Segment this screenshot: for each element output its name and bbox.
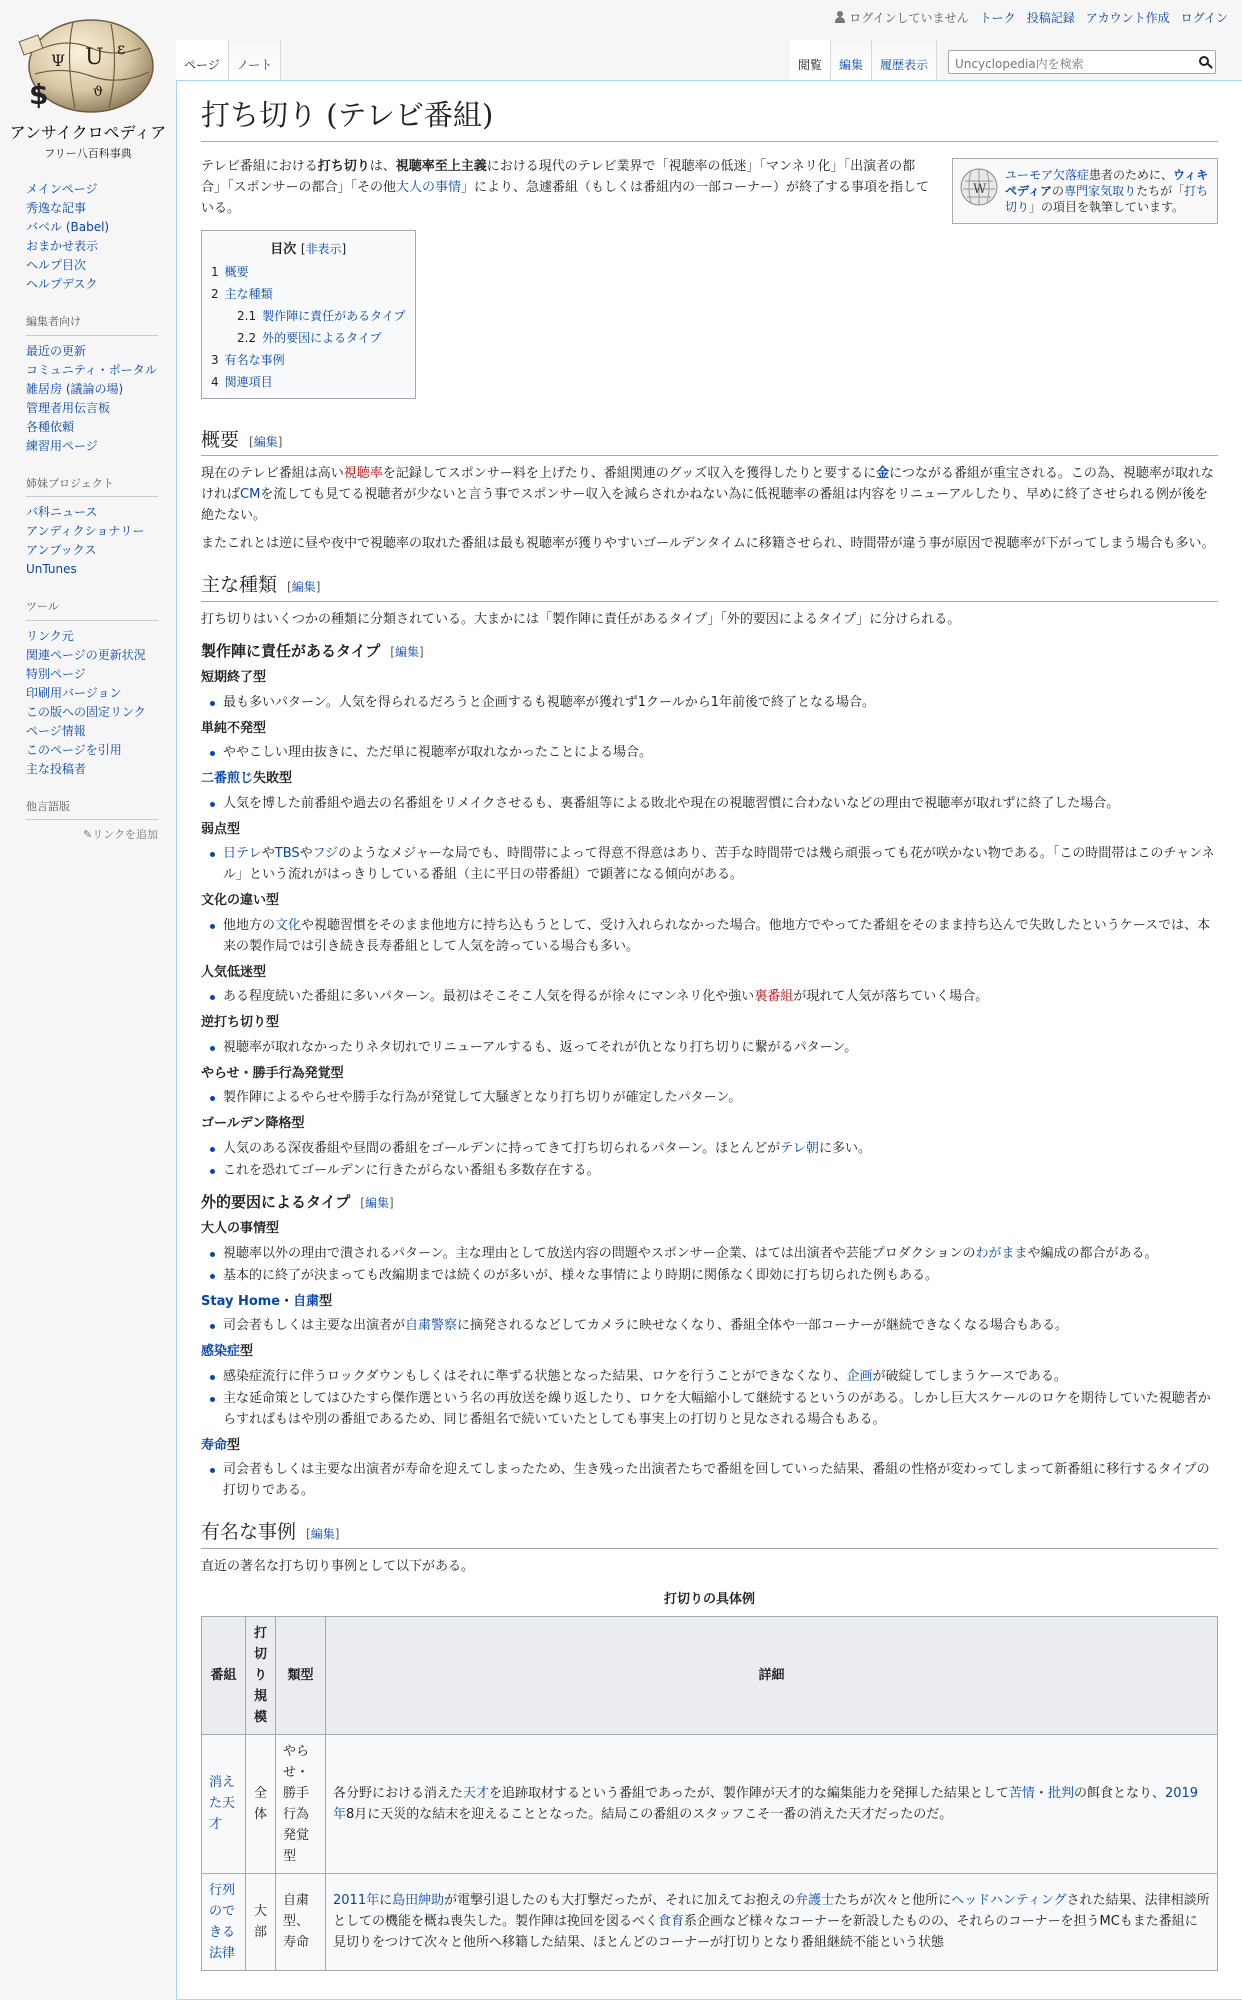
list-item: 人気のある深夜番組や昼間の番組をゴールデンに持ってきて打ち切られるパターン。ほとんどがテレ朝に多い。 [221, 1138, 1218, 1159]
sidebar-item-help-desk[interactable]: ヘルプデスク [26, 277, 98, 291]
table-header: 類型 [276, 1616, 326, 1734]
table-cell: やらせ・勝手行為発覚型 [276, 1734, 326, 1873]
sidebar-item-permanent-link[interactable]: この版への固定リンク [26, 704, 146, 719]
table-cell: 消えた天才 [202, 1734, 246, 1873]
table-header: 打切り規模 [246, 1616, 276, 1734]
sidebar-item-featured[interactable]: 秀逸な記事 [26, 201, 87, 215]
edit-section-link[interactable]: 編集 [253, 434, 278, 449]
table-row [202, 1873, 1218, 1970]
list-item: ややこしい理由抜きに、ただ単に視聴率が取れなかったことによる場合。 [221, 742, 1218, 763]
sidebar-item-what-links-here[interactable]: リンク元 [26, 628, 74, 643]
toc-item[interactable]: 2 主な種類 [211, 286, 273, 301]
search-icon[interactable] [1199, 56, 1209, 66]
subsection-heading-staff: 製作陣に責任があるタイプ [編集] [201, 641, 424, 660]
cases-intro: 直近の著名な打ち切り事例として以下がある。 [201, 1558, 475, 1574]
table-cell: 大部 [246, 1873, 276, 1970]
list-item: 感染症流行に伴うロックダウンもしくはそれに準ずる状態となった結果、ロケを行うことができなくなり、企画が破綻してしまうケースである。 [221, 1366, 1218, 1387]
list-item: 視聴率が取れなかったりネタ切れでリニューアルするも、返ってそれが仇となり打ち切りに繋がるパターン。 [221, 1037, 1218, 1058]
list-item: 最も多いパターン。人気を得られるだろうと企画するも視聴率が獲れず1クールから1年前後で終了となる場合。 [221, 692, 1218, 713]
sidebar-languages [26, 799, 158, 843]
type-heading: ゴールデン降格型 [201, 1116, 305, 1132]
table-cell: 行列のできる法律 [202, 1873, 246, 1970]
list-item: 司会者もしくは主要な出演者が寿命を迎えてしまったため、生き残った出演者たちで番組を回していった結果、番組の性格が変わってしまって新番組に移行するタイプの打切りである。 [221, 1459, 1218, 1501]
list-item: 主な延命策としてはひたすら傑作選という名の再放送を繰り返したり、ロケを大幅縮小して継続するというのがある。しかし巨大スケールのロケを期待していた視聴者からすればもはや別の番組であるため、同じ番組名で続いていたとしても事実上の打切りと見なされる場合もある。 [221, 1388, 1218, 1430]
edit-section-link[interactable]: 編集 [310, 1527, 335, 1542]
section-heading-overview: 概要 [編集] [201, 427, 1218, 457]
sidebar-tools-heading: ツール [26, 599, 158, 621]
contributions-link[interactable]: 投稿記録 [1026, 11, 1075, 25]
sidebar-item-admin-noticeboard[interactable]: 管理者用伝言板 [26, 400, 111, 415]
sidebar-item-cite[interactable]: このページを引用 [26, 742, 122, 757]
types-intro: 打ち切りはいくつかの種類に分類されている。大まかには「製作陣に責任があるタイプ」「外的要因によるタイプ」に分けられる。 [201, 611, 961, 627]
svg-text:W: W [973, 181, 987, 197]
sidebar-item-contributors[interactable]: 主な投稿者 [26, 761, 87, 776]
personal-tools [835, 9, 1228, 26]
toc-item[interactable]: 3 有名な事例 [211, 352, 285, 367]
sidebar-sister [26, 476, 158, 580]
toc-item[interactable]: 2.1 製作陣に責任があるタイプ [237, 308, 406, 323]
sidebar-item-sandbox[interactable]: 練習用ページ [26, 438, 98, 453]
table-row [202, 1734, 1218, 1873]
type-heading: 大人の事情型 [201, 1221, 280, 1237]
site-name: アンサイクロペディア [9, 123, 167, 142]
toc-item[interactable]: 2.2 外的要因によるタイプ [237, 330, 382, 345]
sidebar-item-printable[interactable]: 印刷用バージョン [26, 685, 122, 700]
login-link[interactable]: ログイン [1180, 11, 1228, 25]
sidebar-editors [26, 314, 158, 456]
table-header: 番組 [202, 1616, 246, 1734]
sidebar-item-requests[interactable]: 各種依頼 [26, 419, 75, 434]
list-item: 司会者もしくは主要な出演者が自粛警察に摘発されるなどしてカメラに映せなくなり、番組全体や一部コーナーが継続できなくなる場合もある。 [221, 1315, 1218, 1336]
sidebar-item-related-changes[interactable]: 関連ページの更新状況 [26, 647, 146, 662]
list-item: 基本的に終了が決まっても改編期までは続くのが多いが、様々な事情により時期に関係なく即効に打ち切られた例もある。 [221, 1265, 1218, 1286]
section-heading-types: 主な種類 [編集] [201, 572, 1218, 602]
sidebar-item-village-pump[interactable]: 雑居房 (議論の場) [26, 381, 124, 396]
table-cell: 各分野における消えた天才を追跡取材するという番組であったが、製作陣が天才的な編集能力を発揮した結果として苦情・批判の餌食となり、2019年8月に天災的な結末を迎えることとなった。結局この番組のスタッフこそ一番の消えた天才だったのだ。 [326, 1734, 1218, 1873]
sidebar-item-main-page[interactable]: メインページ [26, 182, 98, 196]
type-heading: 短期終了型 [201, 670, 267, 686]
sidebar-item-untunes[interactable]: UnTunes [26, 562, 77, 576]
tab-note[interactable]: ノート [229, 40, 282, 80]
sidebar [0, 180, 176, 862]
sidebar-item-community-portal[interactable]: コミュニティ・ポータル [26, 362, 157, 377]
edit-section-link[interactable]: 編集 [394, 644, 419, 659]
table-caption: 打切りの具体例 [663, 1591, 755, 1607]
sidebar-item-random[interactable]: おまかせ表示 [26, 239, 99, 253]
page-title: 打ち切り (テレビ番組) [201, 97, 1218, 142]
table-header: 詳細 [326, 1616, 1218, 1734]
sidebar-item-unbooks[interactable]: アンブックス [26, 543, 97, 557]
svg-text:U: U [85, 45, 104, 70]
sidebar-item-unnews[interactable]: バ科ニュース [26, 505, 98, 519]
list-item: 他地方の文化や視聴習慣をそのまま他地方に持ち込もうとして、受け入れられなかった場合。他地方でやってた番組をそのまま持ち込んで失敗したというケースでは、本来の製作局では引き続き長寿番組として人気を誇っている場合も多い。 [221, 915, 1218, 957]
svg-text:$: $ [29, 78, 49, 111]
tab-page[interactable]: ページ [176, 40, 229, 80]
site-tagline: フリー八百科事典 [44, 147, 132, 160]
list-item: これを恐れてゴールデンに行きたがらない番組も多数存在する。 [221, 1160, 1218, 1181]
edit-section-link[interactable]: 編集 [291, 580, 316, 595]
tab-history[interactable]: 履歴表示 [872, 40, 937, 80]
wikipedia-globe-icon [959, 167, 999, 207]
pencil-icon: ✎ [83, 828, 93, 841]
wikipedia-notice [952, 158, 1218, 224]
search-input[interactable] [948, 50, 1216, 74]
type-heading: 感染症型 [201, 1344, 254, 1360]
cases-table [201, 1616, 1218, 1971]
sidebar-item-help-contents[interactable]: ヘルプ目次 [26, 258, 87, 272]
type-heading: 弱点型 [201, 821, 241, 837]
toc-item[interactable]: 4 関連項目 [211, 374, 273, 389]
svg-text:ϑ: ϑ [93, 84, 104, 100]
list-item: 製作陣によるやらせや勝手な行為が発覚して大騒ぎとなり打ち切りが確定したパターン。 [221, 1087, 1218, 1108]
type-heading: 人気低迷型 [201, 964, 267, 980]
tab-edit[interactable]: 編集 [831, 40, 872, 80]
sidebar-item-recent-changes[interactable]: 最近の更新 [26, 343, 87, 358]
sidebar-tools [26, 599, 158, 779]
type-heading: 逆打ち切り型 [201, 1015, 280, 1031]
sidebar-item-special-pages[interactable]: 特別ページ [26, 666, 86, 681]
list-item: 視聴率以外の理由で潰されるパターン。主な理由として放送内容の問題やスポンサー企業、はては出演者や芸能プロダクションのわがままや編成の都合がある。 [221, 1243, 1218, 1264]
puzzle-globe-icon [13, 8, 163, 118]
overview-paragraph: 現在のテレビ番組は高い視聴率を記録してスポンサー料を上げたり、番組関連のグッズ収入を獲得したりと要するに金につながる番組が重宝される。この為、視聴率が取れなければCMを流しても見てる視聴者が少ないと言う事でスポンサー収入を減らされかねない為に低視聴率の番組は内容をリニューアルしたり、早めに終了させられる例が後を絶たない。 [201, 466, 1214, 524]
not-logged-in: ログインしていません [835, 9, 968, 26]
site-logo[interactable] [0, 0, 176, 160]
sidebar-editors-heading: 編集者向け [26, 314, 158, 336]
create-account-link[interactable]: アカウント作成 [1085, 11, 1170, 25]
type-heading: 寿命型 [201, 1437, 241, 1453]
toc-item[interactable]: 1 概要 [211, 264, 249, 279]
sidebar-item-babel[interactable]: バベル (Babel) [26, 220, 110, 234]
sidebar-navigation [26, 180, 158, 294]
namespace-tabs [176, 40, 281, 80]
toc-toggle[interactable]: 非表示 [305, 241, 342, 256]
overview-paragraph: またこれとは逆に昼や夜中で視聴率の取れた番組は最も視聴率が獲りやすいゴールデンタイムに移籍させられ、時間帯が違う事が原因で視聴率が下がってしまう場合も多い。 [201, 536, 1215, 552]
table-cell: 2011年に島田紳助が電撃引退したのも大打撃だったが、それに加えてお抱えの弁護士たちが次々と他所にヘッドハンティングされた結果、法律相談所としての機能を概ね喪失した。製作陣は挽回を図るべく食育系企画など様々なコーナーを新設したものの、それらのコーナーを担うMCもまた番組に見切りをつけて次々と他所へ移籍した結果、ほとんどのコーナーが打切りとなり番組継続不能という状態 [326, 1873, 1218, 1970]
edit-section-link[interactable]: 編集 [364, 1195, 389, 1210]
sidebar-item-undictionary[interactable]: アンディクショナリー [26, 524, 145, 538]
type-heading: 単純不発型 [201, 720, 267, 736]
list-item: ある程度続いた番組に多いパターン。最初はそこそこ人気を得るが徐々にマンネリ化や強い裏番組が現れて人気が落ちていく場合。 [221, 986, 1218, 1007]
add-links-button[interactable]: ✎リンクを追加 [83, 828, 158, 841]
user-icon [835, 11, 845, 23]
list-item: 人気を博した前番組や過去の名番組をリメイクさせるも、裏番組等による敗北や現在の視聴習慣に合わないなどの理由で視聴率が取れずに終了した場合。 [221, 793, 1218, 814]
table-of-contents: 目次 [非表示] 1 概要 2 主な種類 2.1 製作陣に責任があるタイプ 2.2 外的要因によるタイプ 3 有名な事例 4 関連項目 [201, 230, 416, 399]
talk-link[interactable]: トーク [979, 11, 1016, 25]
table-cell: 全体 [246, 1734, 276, 1873]
content [176, 80, 1242, 2000]
svg-text:Ψ: Ψ [51, 51, 66, 70]
intro-paragraph: テレビ番組における打ち切りは、視聴率至上主義における現代のテレビ業界で「視聴率の低迷」「マンネリ化」「出演者の都合」「スポンサーの都合」「その他大人の事情」により、急遽番組（もしくは番組内の一部コーナー）が終了する事項を指している。 [201, 158, 930, 216]
svg-text:ε: ε [117, 39, 126, 58]
sidebar-languages-heading: 他言語版 [26, 799, 158, 821]
type-heading: 文化の違い型 [201, 893, 280, 909]
type-heading: やらせ・勝手行為発覚型 [201, 1065, 344, 1081]
subsection-heading-external: 外的要因によるタイプ [編集] [201, 1192, 394, 1211]
wikipedia-notice-text: ユーモア欠落症患者のために、ウィキペディアの専門家気取りたちが「打ち切り」の項目を執筆しています。 [1005, 167, 1209, 214]
search-placeholder: Uncyclopedia内を検索 [955, 57, 1084, 71]
sidebar-item-page-info[interactable]: ページ情報 [26, 723, 86, 738]
list-item: 日テレやTBSやフジのようなメジャーな局でも、時間帯によって得意不得意はあり、苦手な時間帯では幾ら頑張っても花が咲かない物である。「この時間帯はこのチャンネル」という流れがはっきりしている番組（主に平日の帯番組）で顕著になる傾向がある。 [221, 843, 1218, 885]
sidebar-sister-heading: 姉妹プロジェクト [26, 476, 158, 498]
type-heading: Stay Home・自粛型 [201, 1293, 333, 1309]
type-heading: 二番煎じ失敗型 [201, 771, 293, 787]
section-heading-cases: 有名な事例 [編集] [201, 1519, 1218, 1549]
view-tabs [790, 40, 937, 80]
tab-read[interactable]: 閲覧 [790, 40, 831, 80]
table-cell: 自粛型、寿命 [276, 1873, 326, 1970]
